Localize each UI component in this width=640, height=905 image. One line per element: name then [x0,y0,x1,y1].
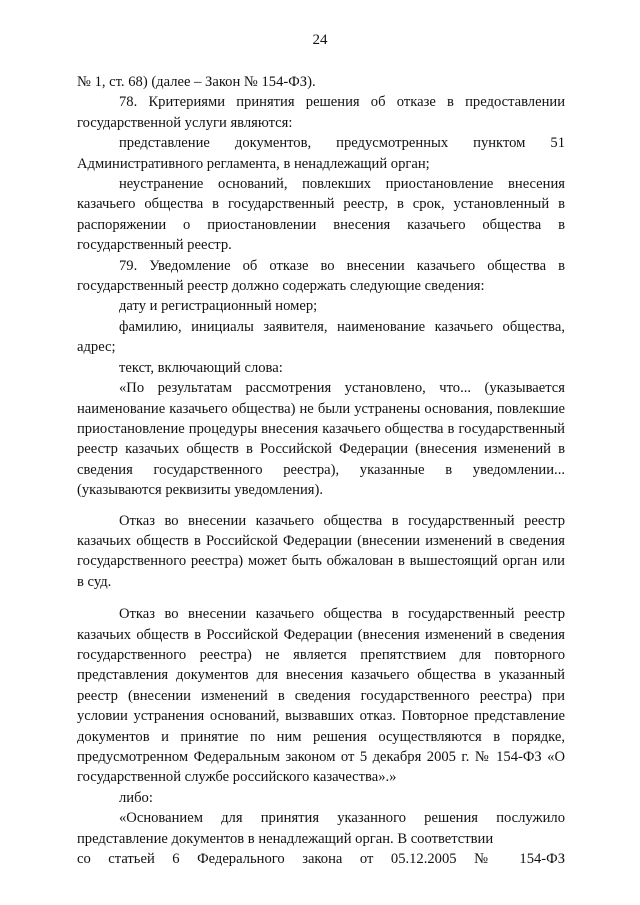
paragraph-or: либо: [119,789,153,806]
paragraph-text-includes: текст, включающий слова: [119,359,283,376]
paragraph-applicant: фамилию, инициалы заявителя, наименование казачьего общества, адрес; [77,318,565,356]
paragraph-basis: «Основанием для принятия указанного решения послужило представление документов в ненадлежащий орган. В соответствии [77,810,565,847]
paragraph-78: 78. Критериями принятия решения об отказе в предоставлении государственной услуги являются: [77,94,565,131]
document-body [77,72,565,869]
paragraph-law-reference: № 1, ст. 68) (далее – Закон № 154-ФЗ). [77,74,316,90]
paragraph-date-number: дату и регистрационный номер; [119,298,318,315]
paragraph-basis-last-line: со статьей 6 Федерального закона от 05.12.2005 № 154-ФЗ [77,851,565,868]
paragraph-quote-result: «По результатам рассмотрения установлено, что... (указывается наименование казачьего общества) не были устранены основания, повлекшие приостановление процедуры внесения казачьего общества в государственный реестр казачьих обществ в Российской Федерации (внесения изменений в сведения государственного реестра), указанные в уведомлении... (указываются реквизиты уведомления). [77,380,565,499]
paragraph-appeal: Отказ во внесении казачьего общества в государственный реестр казачьих обществ в Российской Федерации (внесении изменений в сведения государственного реестра) может быть обжалован в вышестоящий орган или в суд. [77,512,565,590]
paragraph-79: 79. Уведомление об отказе во внесении казачьего общества в государственный реестр должно содержать следующие сведения: [77,257,565,295]
paragraph-criterion-2: неустранение оснований, повлекших приостановление внесения казачьего общества в государственный реестр, в срок, установленный в распоряжении о приостановлении внесения казачьего общества в государственный реестр. [77,176,565,254]
page-number: 24 [312,32,328,48]
paragraph-criterion-1-line-2: Административного регламента, в ненадлежащий орган; [77,155,430,172]
paragraph-criterion-1-line-1: представление документов, предусмотренных пунктом 51 [119,135,565,152]
paragraph-repeat-submission: Отказ во внесении казачьего общества в государственный реестр казачьих обществ в Российской Федерации (внесения изменений в сведения государственного реестра) не является препятствием для повторного представления документов для внесения казачьего общества в указанный реестр (внесении изменений в сведения государственного реестра) при условии устранения оснований, вызвавших отказ. Повторное представление документов и принятие по ним решения осуществляются в порядке, предусмотренном Федеральным законом от 5 декабря 2005 г. № 154-ФЗ «О государственной службе российского казачества».» [77,606,565,786]
